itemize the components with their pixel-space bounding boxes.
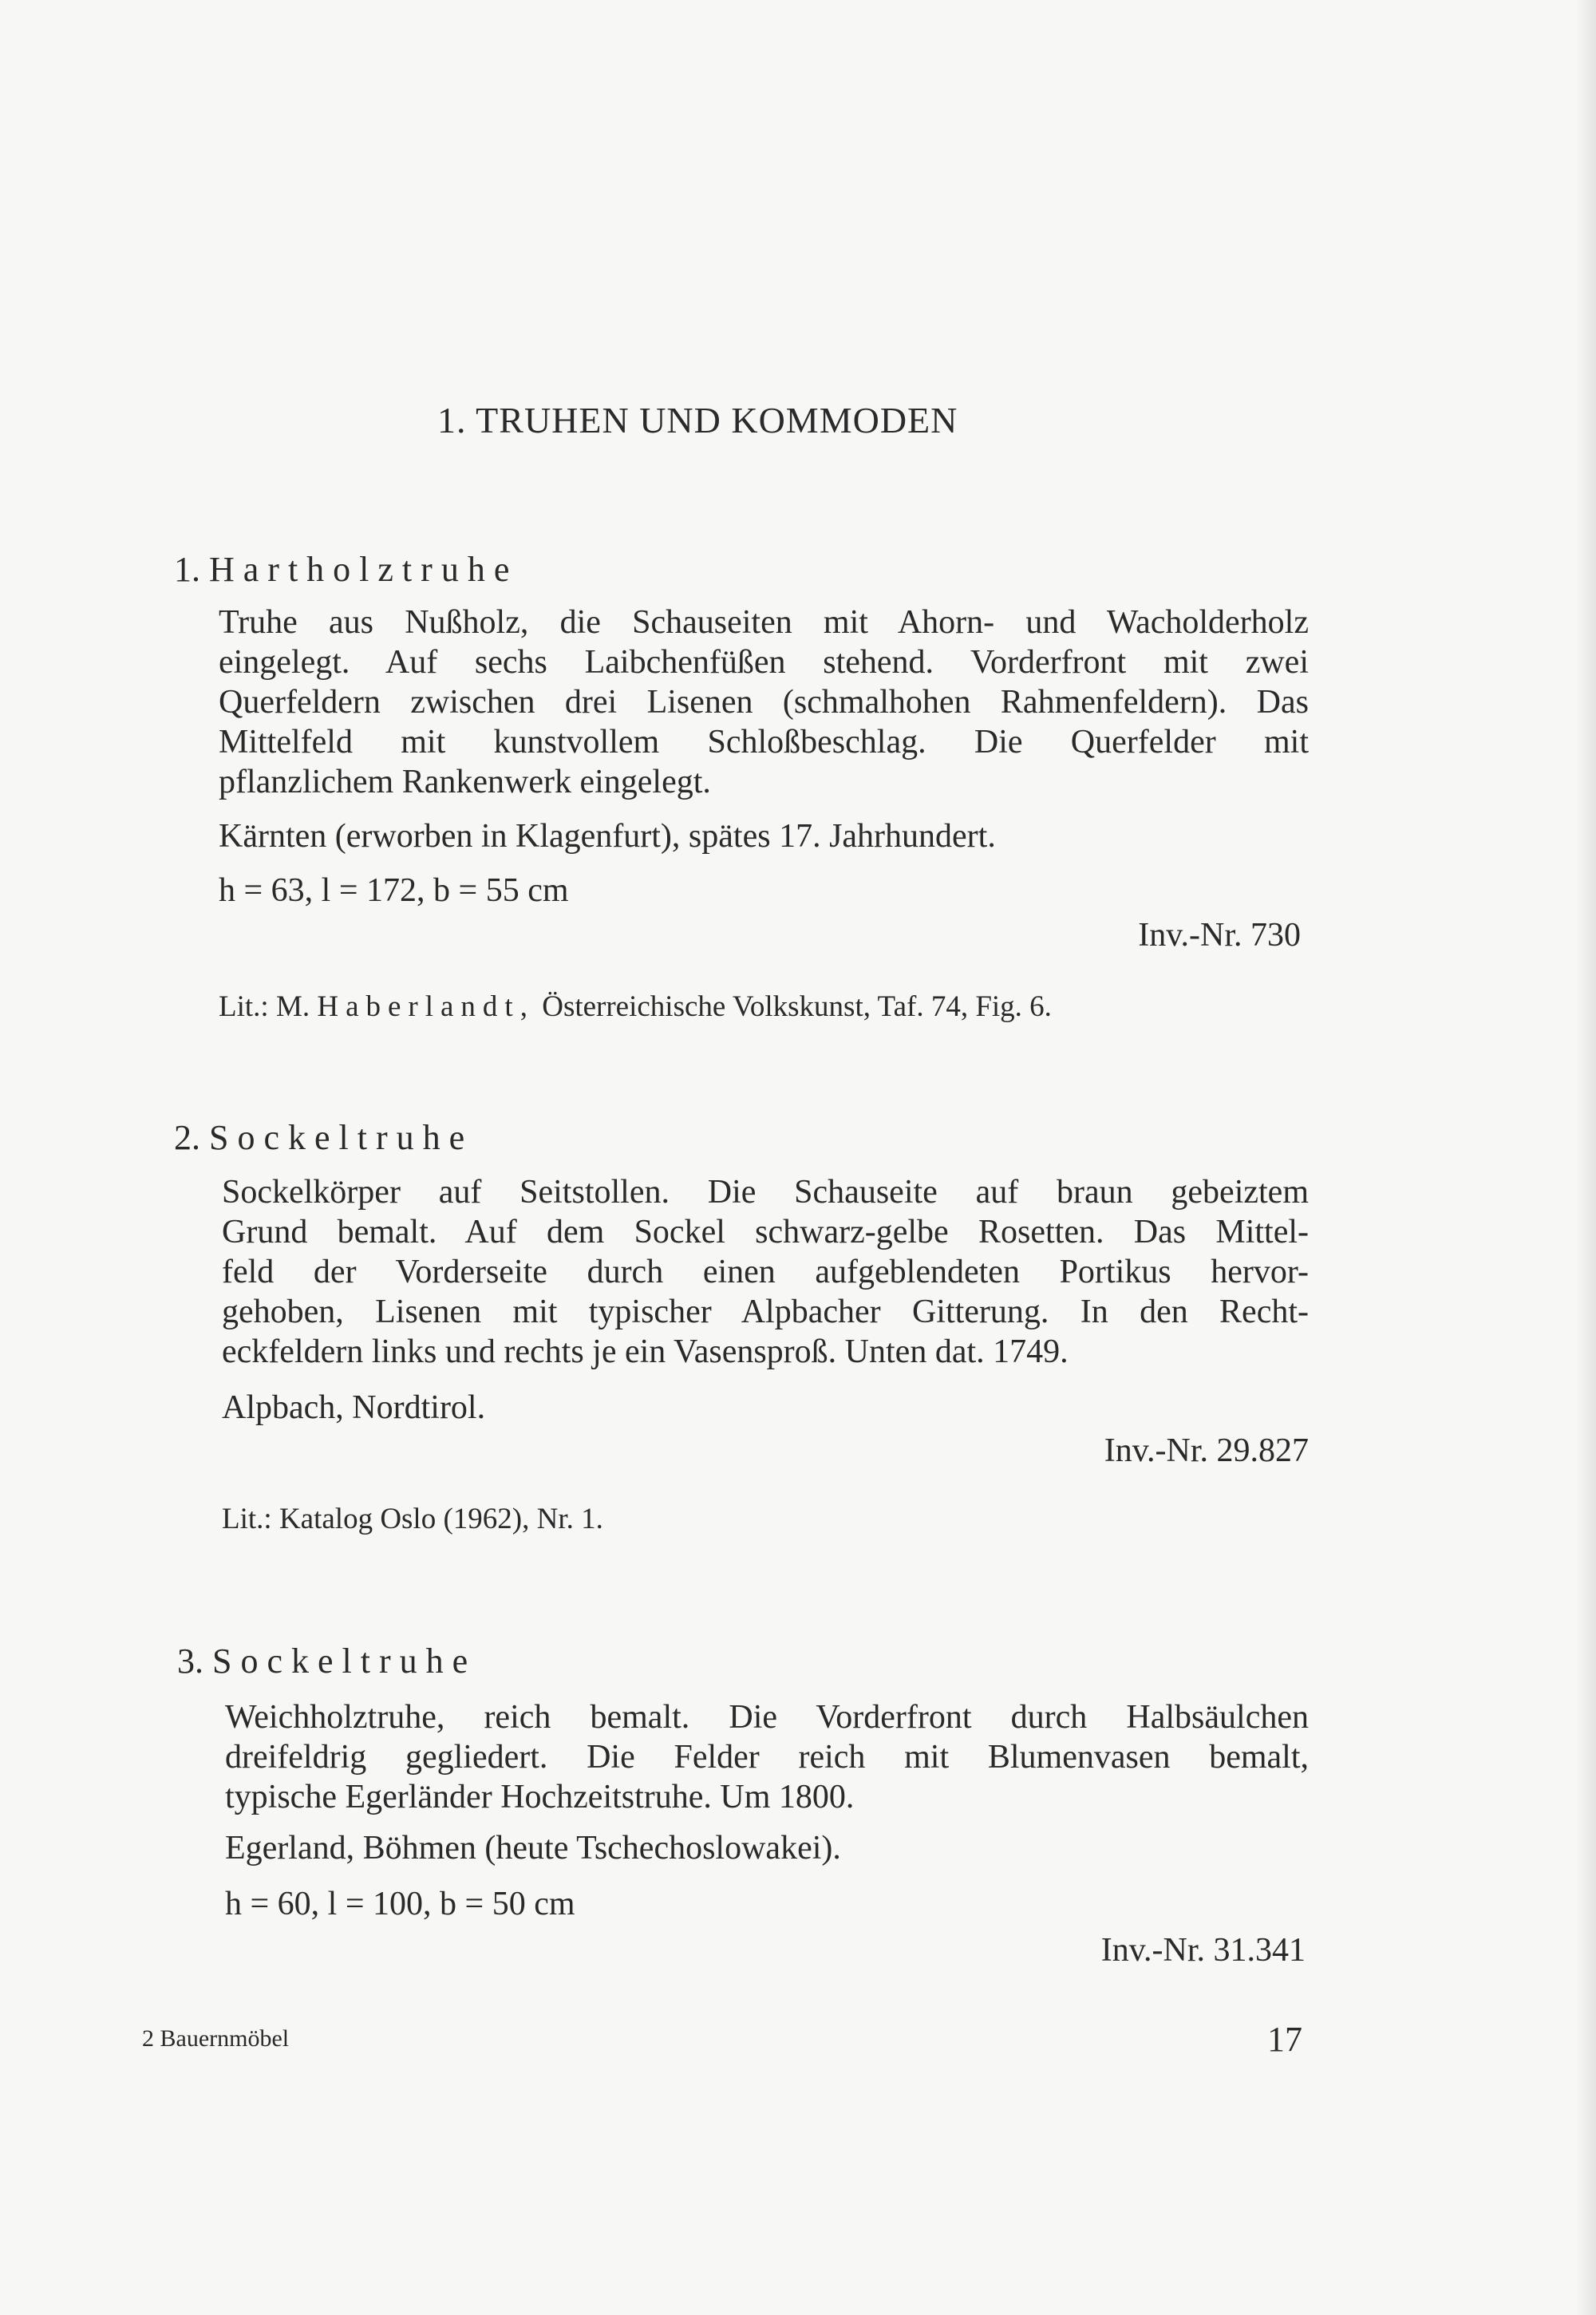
page-number: 17 (1267, 2020, 1302, 2059)
entry-3-number: 3. (177, 1641, 203, 1681)
entry-1-title (174, 549, 518, 590)
entry-2-number: 2. (174, 1118, 200, 1157)
entry-1-dimensions: h = 63, l = 172, b = 55 cm (219, 872, 569, 909)
entry-3-dimensions: h = 60, l = 100, b = 50 cm (225, 1886, 575, 1922)
entry-2-desc-line: feld der Vorderseite durch einen aufgeblendeten Portikus hervor- (222, 1254, 1309, 1290)
entry-3-origin: Egerland, Böhmen (heute Tschechoslowakei). (225, 1830, 841, 1867)
entry-1-title-text: Hartholztruhe (209, 550, 519, 589)
entry-2-desc-line: gehoben, Lisenen mit typischer Alpbacher Gitterung. In den Recht- (222, 1294, 1309, 1330)
entry-2-desc-line: Sockelkörper auf Seitstollen. Die Schauseite auf braun gebeiztem (222, 1174, 1309, 1211)
entry-3-desc-line: typische Egerländer Hochzeitstruhe. Um 1800. (225, 1779, 855, 1815)
entry-2-inventory: Inv.-Nr. 29.827 (1104, 1432, 1309, 1469)
entry-1-literature (219, 990, 1052, 1024)
entry-2-literature: Lit.: Katalog Oslo (1962), Nr. 1. (222, 1503, 603, 1535)
entry-1-lit-author: Haberlandt, (317, 990, 535, 1023)
entry-1-origin: Kärnten (erworben in Klagenfurt), spätes 17. Jahrhundert. (219, 818, 996, 855)
entry-3-title (177, 1641, 476, 1681)
entry-1-desc-line: Mittelfeld mit kunstvollem Schloßbeschlag. Die Querfelder mit (219, 724, 1309, 760)
entry-2-desc-line: eckfeldern links und rechts je ein Vasensproß. Unten dat. 1749. (222, 1333, 1069, 1370)
entry-2-title-text: Sockeltruhe (209, 1118, 474, 1157)
entry-1-desc-line: Truhe aus Nußholz, die Schauseiten mit Ahorn- und Wacholderholz (219, 604, 1309, 641)
entry-3-desc-line: dreifeldrig gegliedert. Die Felder reich mit Blumenvasen bemalt, (225, 1739, 1309, 1776)
entry-2-desc-line: Grund bemalt. Auf dem Sockel schwarz-gelbe Rosetten. Das Mittel- (222, 1214, 1309, 1250)
entry-1-desc-line: eingelegt. Auf sechs Laibchenfüßen stehend. Vorderfront mit zwei (219, 644, 1309, 681)
entry-3-desc-line: Weichholztruhe, reich bemalt. Die Vorderfront durch Halbsäulchen (225, 1699, 1309, 1736)
page-edge-shadow (1575, 0, 1596, 2315)
footer-signature: 2 Bauernmöbel (142, 2025, 290, 2052)
entry-2-origin: Alpbach, Nordtirol. (222, 1389, 486, 1426)
entry-1-inventory: Inv.-Nr. 730 (1138, 917, 1301, 954)
entry-1-lit-prefix: Lit.: M. (219, 990, 310, 1023)
entry-3-inventory: Inv.-Nr. 31.341 (1100, 1932, 1306, 1969)
entry-1-desc-line: Querfeldern zwischen drei Lisenen (schmalhohen Rahmenfeldern). Das (219, 684, 1309, 721)
entry-3-title-text: Sockeltruhe (212, 1641, 477, 1681)
entry-1-desc-line: pflanzlichem Rankenwerk eingelegt. (219, 764, 711, 800)
entry-1-lit-rest: Österreichische Volkskunst, Taf. 74, Fig. 6. (542, 990, 1052, 1023)
section-heading: 1. TRUHEN UND KOMMODEN (437, 400, 958, 440)
entry-2-title (174, 1117, 473, 1158)
entry-1-number: 1. (174, 550, 200, 589)
